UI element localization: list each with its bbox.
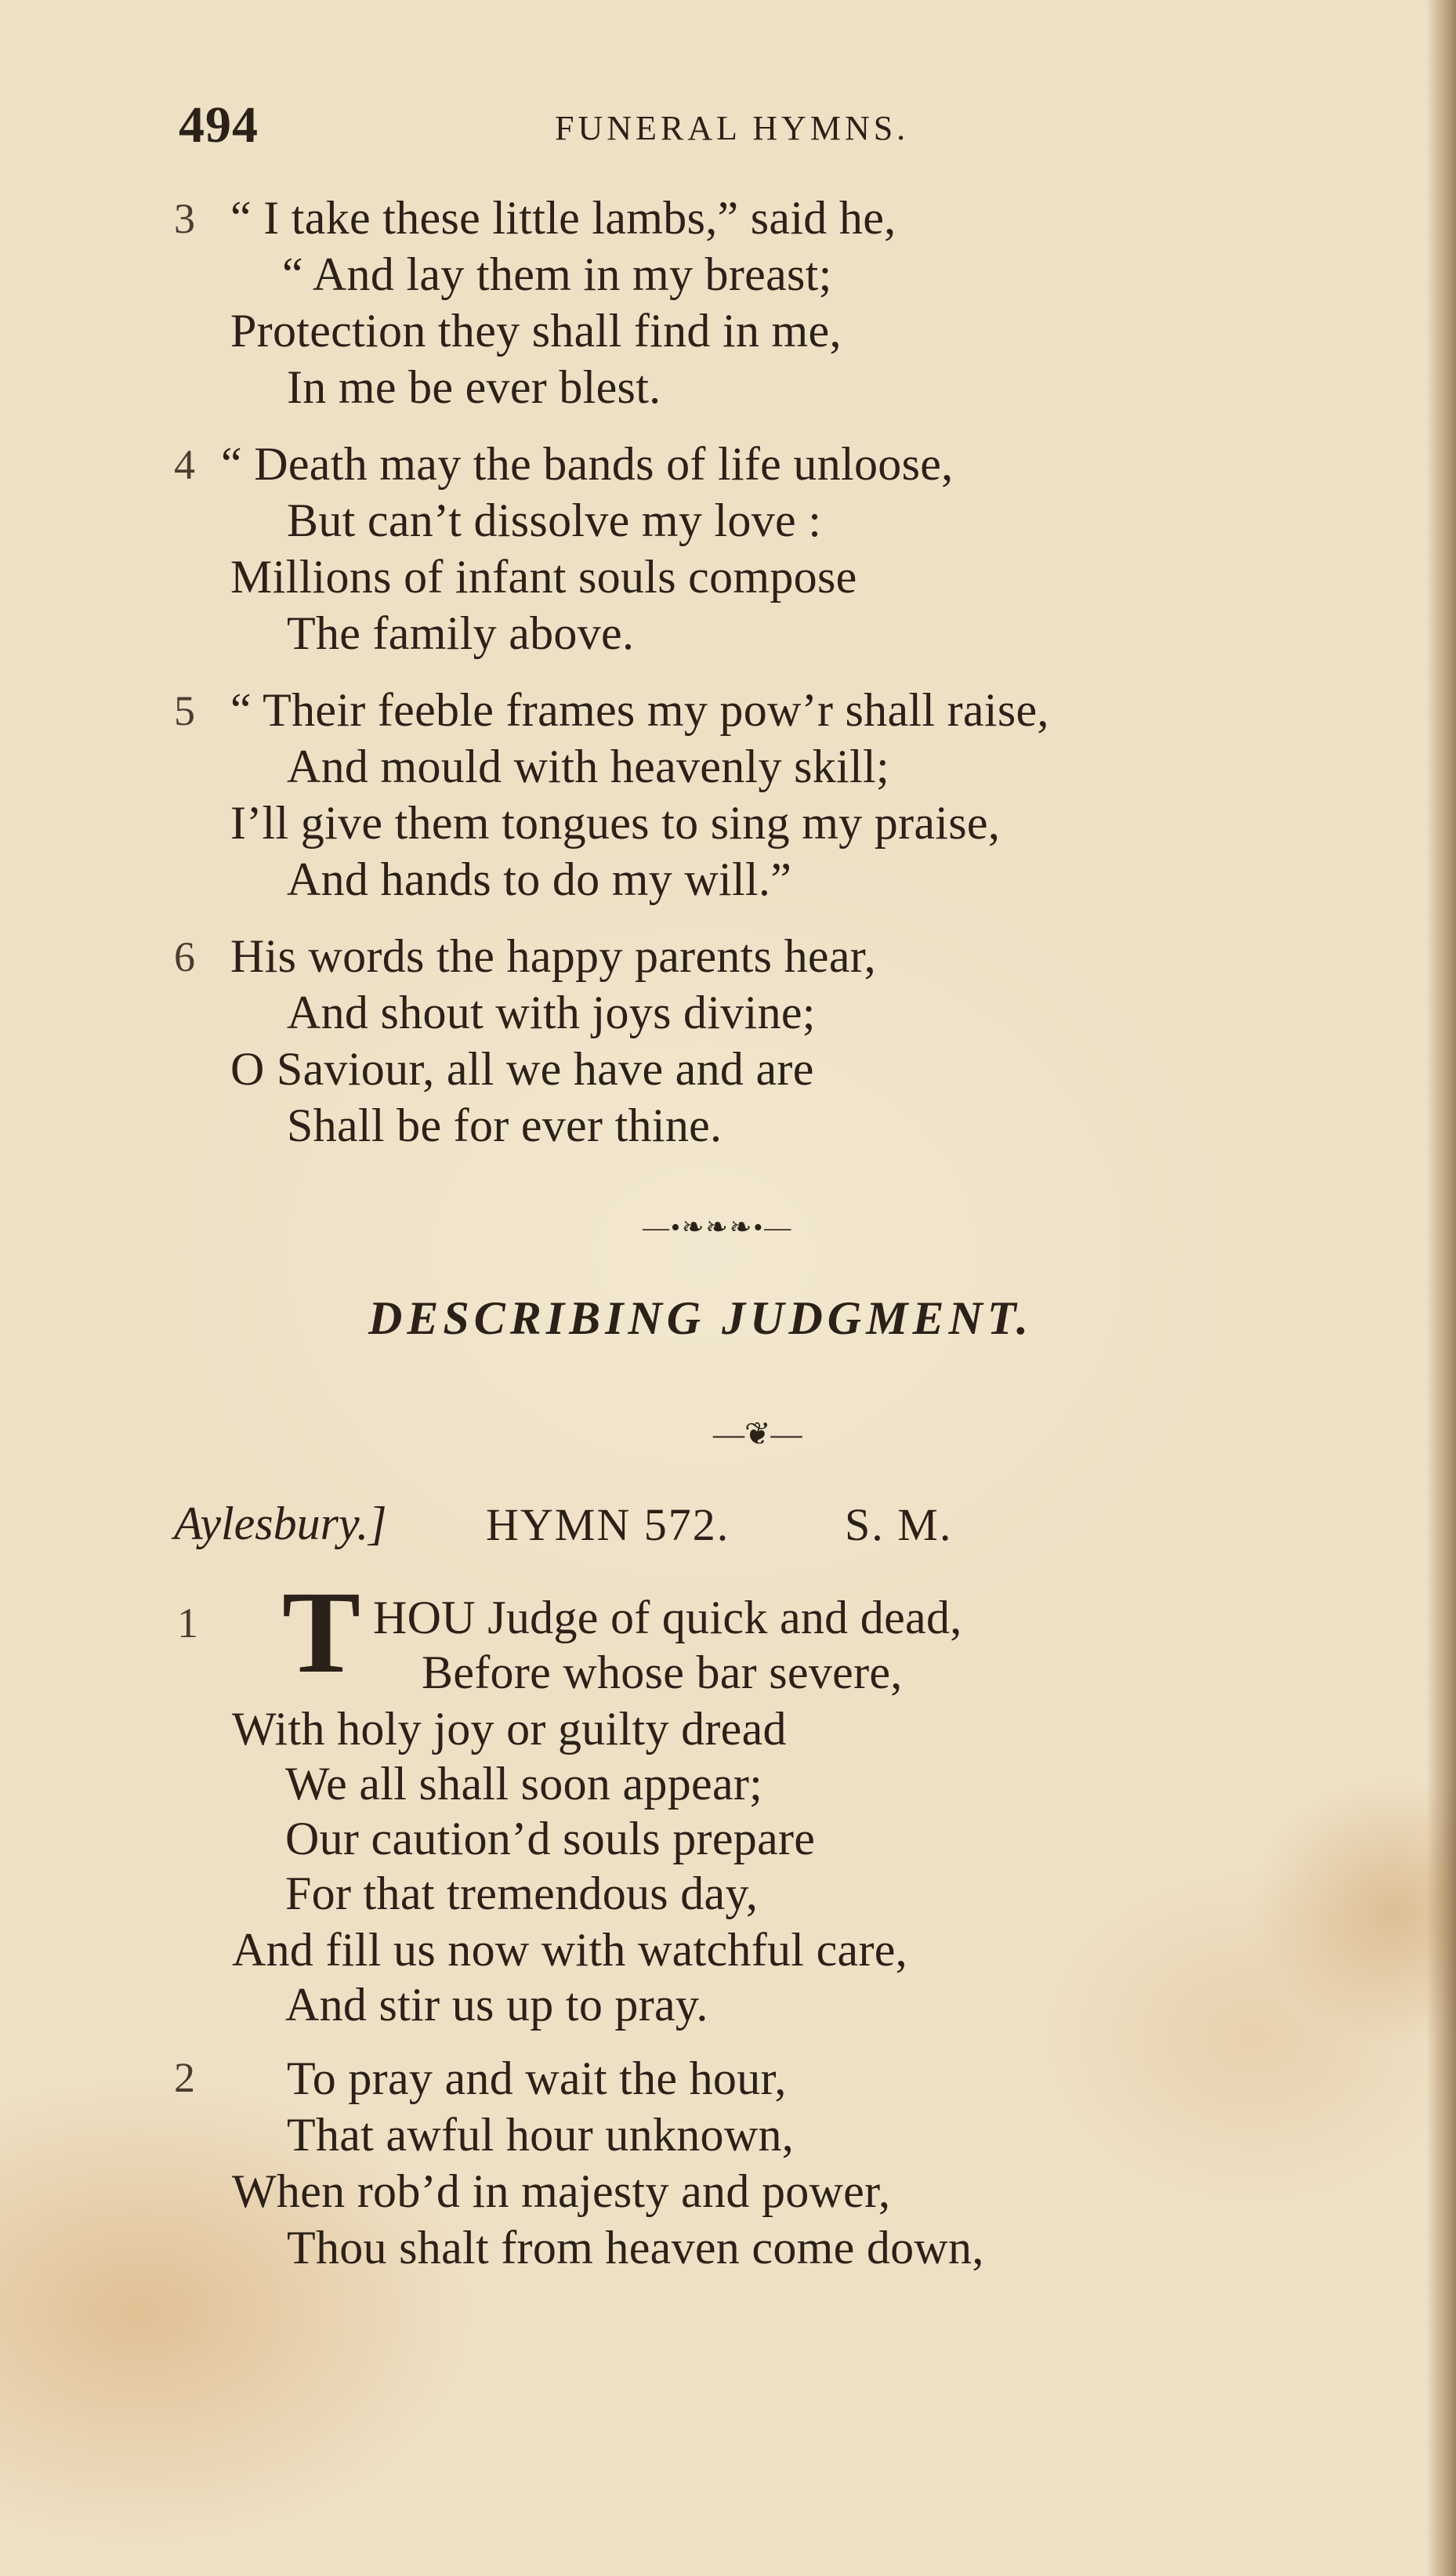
- verse-line: And mould with heavenly skill;: [287, 741, 889, 792]
- stanza-number: 6: [174, 933, 195, 980]
- stanza-number: 4: [174, 441, 195, 488]
- verse-line: That awful hour unknown,: [287, 2109, 795, 2161]
- hymn-title: HYMN 572.: [486, 1499, 730, 1550]
- verse-line: HOU Judge of quick and dead,: [373, 1592, 962, 1643]
- verse-line: I’ll give them tongues to sing my praise,: [230, 797, 1001, 849]
- verse-line: Protection they shall find in me,: [230, 305, 842, 357]
- ornament-divider: —•❧❧❧•—: [643, 1213, 793, 1242]
- verse-line: “ Death may the bands of life unloose,: [221, 438, 954, 490]
- drop-cap: T: [282, 1567, 361, 1697]
- verse-line: To pray and wait the hour,: [287, 2052, 787, 2104]
- running-title: FUNERAL HYMNS.: [555, 109, 910, 147]
- verse-line: In me be ever blest.: [287, 361, 661, 413]
- verse-line: With holy joy or guilty dread: [232, 1703, 787, 1755]
- tune-name: Aylesbury.]: [174, 1498, 387, 1549]
- stanza-number: 5: [174, 687, 195, 734]
- stanza-number: 2: [174, 2054, 195, 2101]
- verse-line: “ And lay them in my breast;: [282, 248, 832, 300]
- verse-line: For that tremendous day,: [285, 1868, 759, 1919]
- verse-line: Before whose bar severe,: [422, 1647, 903, 1698]
- verse-line: Shall be for ever thine.: [287, 1100, 723, 1151]
- verse-line: Millions of infant souls compose: [230, 551, 857, 603]
- stanza-number: 1: [177, 1600, 198, 1647]
- verse-line: Our caution’d souls prepare: [285, 1813, 816, 1864]
- verse-line: When rob’d in majesty and power,: [232, 2165, 891, 2217]
- verse-line: And stir us up to pray.: [285, 1979, 708, 2031]
- verse-line: O Saviour, all we have and are: [230, 1043, 814, 1095]
- section-title: DESCRIBING JUDGMENT.: [368, 1292, 1033, 1344]
- small-ornament: —❦—: [713, 1416, 802, 1451]
- verse-line: And fill us now with watchful care,: [232, 1924, 907, 1976]
- verse-line: The family above.: [287, 607, 635, 659]
- page-number: 494: [179, 96, 259, 154]
- verse-line: “ I take these little lambs,” said he,: [230, 192, 896, 244]
- verse-line: And hands to do my will.”: [287, 853, 792, 905]
- verse-line: Thou shalt from heaven come down,: [287, 2222, 984, 2273]
- stanza-number: 3: [174, 195, 195, 242]
- verse-line: But can’t dissolve my love :: [287, 495, 822, 546]
- verse-line: And shout with joys divine;: [287, 987, 816, 1038]
- hymn-meter: S. M.: [845, 1499, 953, 1550]
- verse-line: His words the happy parents hear,: [230, 930, 876, 982]
- verse-line: We all shall soon appear;: [285, 1758, 763, 1810]
- page-edge-shadow: [1426, 0, 1456, 2576]
- verse-line: “ Their feeble frames my pow’r shall raise,: [230, 684, 1049, 736]
